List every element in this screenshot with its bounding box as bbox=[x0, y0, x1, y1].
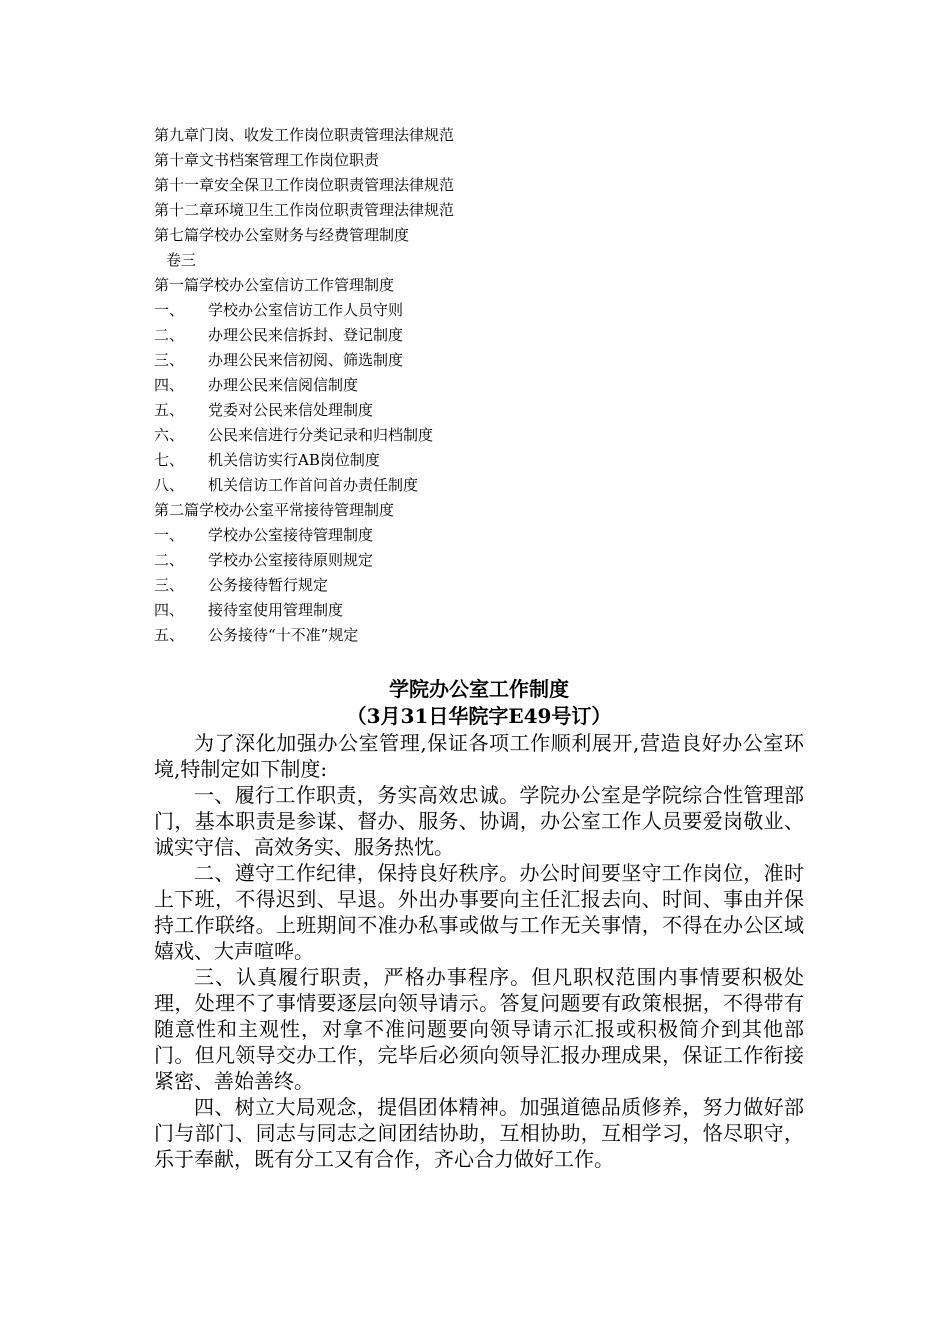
toc-item-number: 五、 bbox=[154, 626, 185, 644]
toc-line bbox=[154, 598, 714, 623]
toc-item-number: 六、 bbox=[154, 426, 185, 444]
toc-item-text: 机关信访实行AB岗位制度 bbox=[208, 451, 380, 469]
toc-item-text: 第九章门岗、收发工作岗位职责管理法律规范 bbox=[154, 126, 455, 144]
document-subtitle: （3月31日华院字E49号订） bbox=[346, 704, 612, 728]
toc-item-text: 第十二章环境卫生工作岗位职责管理法律规范 bbox=[154, 201, 455, 219]
toc-line bbox=[154, 348, 714, 373]
toc-line bbox=[154, 248, 714, 273]
toc-item-text: 学校办公室接待原则规定 bbox=[208, 551, 374, 569]
toc-item-text: 办理公民来信阅信制度 bbox=[208, 376, 359, 394]
toc-item-number: 三、 bbox=[154, 351, 185, 369]
toc-item-text: 第七篇学校办公室财务与经费管理制度 bbox=[154, 226, 410, 244]
toc-line bbox=[154, 573, 714, 598]
toc-item-text: 机关信访工作首问首办责任制度 bbox=[208, 476, 419, 494]
toc-line bbox=[154, 623, 714, 648]
toc-item-text: 公民来信进行分类记录和归档制度 bbox=[208, 426, 434, 444]
toc-item-text: 办理公民来信初阅、筛选制度 bbox=[208, 351, 404, 369]
toc-line bbox=[154, 123, 714, 148]
toc-item-text: 学校办公室接待管理制度 bbox=[208, 526, 374, 544]
body-paragraph: 一、履行工作职责，务实高效忠诚。学院办公室是学院综合性管理部门，基本职责是参谋、督办、服务、协调，办公室工作人员要爱岗敬业、诚实守信、高效务实、服务热忱。 bbox=[154, 783, 804, 859]
toc-item-number: 八、 bbox=[154, 476, 185, 494]
toc-line bbox=[154, 198, 714, 223]
toc-item-text: 第一篇学校办公室信访工作管理制度 bbox=[154, 276, 395, 294]
body-paragraph: 为了深化加强办公室管理,保证各项工作顺利展开,营造良好办公室环境,特制定如下制度: bbox=[154, 731, 804, 781]
toc-line bbox=[154, 173, 714, 198]
toc-line bbox=[154, 273, 714, 298]
toc-item-text: 公务接待“十不准”规定 bbox=[208, 626, 359, 644]
toc-line bbox=[154, 373, 714, 398]
toc-item-number: 三、 bbox=[154, 576, 185, 594]
toc-item-number: 七、 bbox=[154, 451, 185, 469]
toc-line bbox=[154, 323, 714, 348]
toc-line bbox=[154, 298, 714, 323]
toc-item-text: 第十一章安全保卫工作岗位职责管理法律规范 bbox=[154, 176, 455, 194]
toc-item-number: 四、 bbox=[154, 376, 185, 394]
toc-line bbox=[154, 223, 714, 248]
toc-item-number: 一、 bbox=[154, 301, 185, 319]
document-title: 学院办公室工作制度 bbox=[389, 677, 569, 701]
toc-item-text: 公务接待暂行规定 bbox=[208, 576, 329, 594]
toc-item-text: 学校办公室信访工作人员守则 bbox=[208, 301, 404, 319]
toc-line bbox=[154, 448, 714, 473]
toc-item-number: 一、 bbox=[154, 526, 185, 544]
document-body bbox=[154, 730, 804, 1172]
toc-item-number: 二、 bbox=[154, 551, 185, 569]
toc-item-text: 接待室使用管理制度 bbox=[208, 601, 344, 619]
toc-item-text: 第十章文书档案管理工作岗位职责 bbox=[154, 151, 380, 169]
toc-item-text: 卷三 bbox=[166, 251, 197, 269]
toc-item-number: 五、 bbox=[154, 401, 185, 419]
toc-line bbox=[154, 548, 714, 573]
toc-line bbox=[154, 473, 714, 498]
toc-item-number: 四、 bbox=[154, 601, 185, 619]
toc-line bbox=[154, 498, 714, 523]
toc-item-text: 办理公民来信拆封、登记制度 bbox=[208, 326, 404, 344]
toc-item-text: 第二篇学校办公室平常接待管理制度 bbox=[154, 501, 395, 519]
toc-item-number: 二、 bbox=[154, 326, 185, 344]
toc-line bbox=[154, 398, 714, 423]
toc-line bbox=[154, 523, 714, 548]
toc-line bbox=[154, 423, 714, 448]
toc-line bbox=[154, 148, 714, 173]
table-of-contents bbox=[154, 123, 714, 648]
body-paragraph: 四、树立大局观念，提倡团体精神。加强道德品质修养，努力做好部门与部门、同志与同志之间团结协助，互相协助，互相学习，恪尽职守，乐于奉献，既有分工又有合作，齐心合力做好工作。 bbox=[154, 1095, 804, 1171]
regulation-document bbox=[154, 676, 804, 1172]
body-paragraph: 二、遵守工作纪律，保持良好秩序。办公时间要坚守工作岗位，准时上下班，不得迟到、早退。外出办事要向主任汇报去向、时间、事由并保持工作联络。上班期间不准办私事或做与工作无关事情，不得在办公区域嬉戏、大声喧哗。 bbox=[154, 861, 804, 963]
body-paragraph: 三、认真履行职责，严格办事程序。但凡职权范围内事情要积极处理，处理不了事情要逐层向领导请示。答复问题要有政策根据，不得带有随意性和主观性，对拿不准问题要向领导请示汇报或积极简介到其他部门。但凡领导交办工作，完毕后必须向领导汇报办理成果，保证工作衔接紧密、善始善终。 bbox=[154, 965, 804, 1093]
toc-item-text: 党委对公民来信处理制度 bbox=[208, 401, 374, 419]
